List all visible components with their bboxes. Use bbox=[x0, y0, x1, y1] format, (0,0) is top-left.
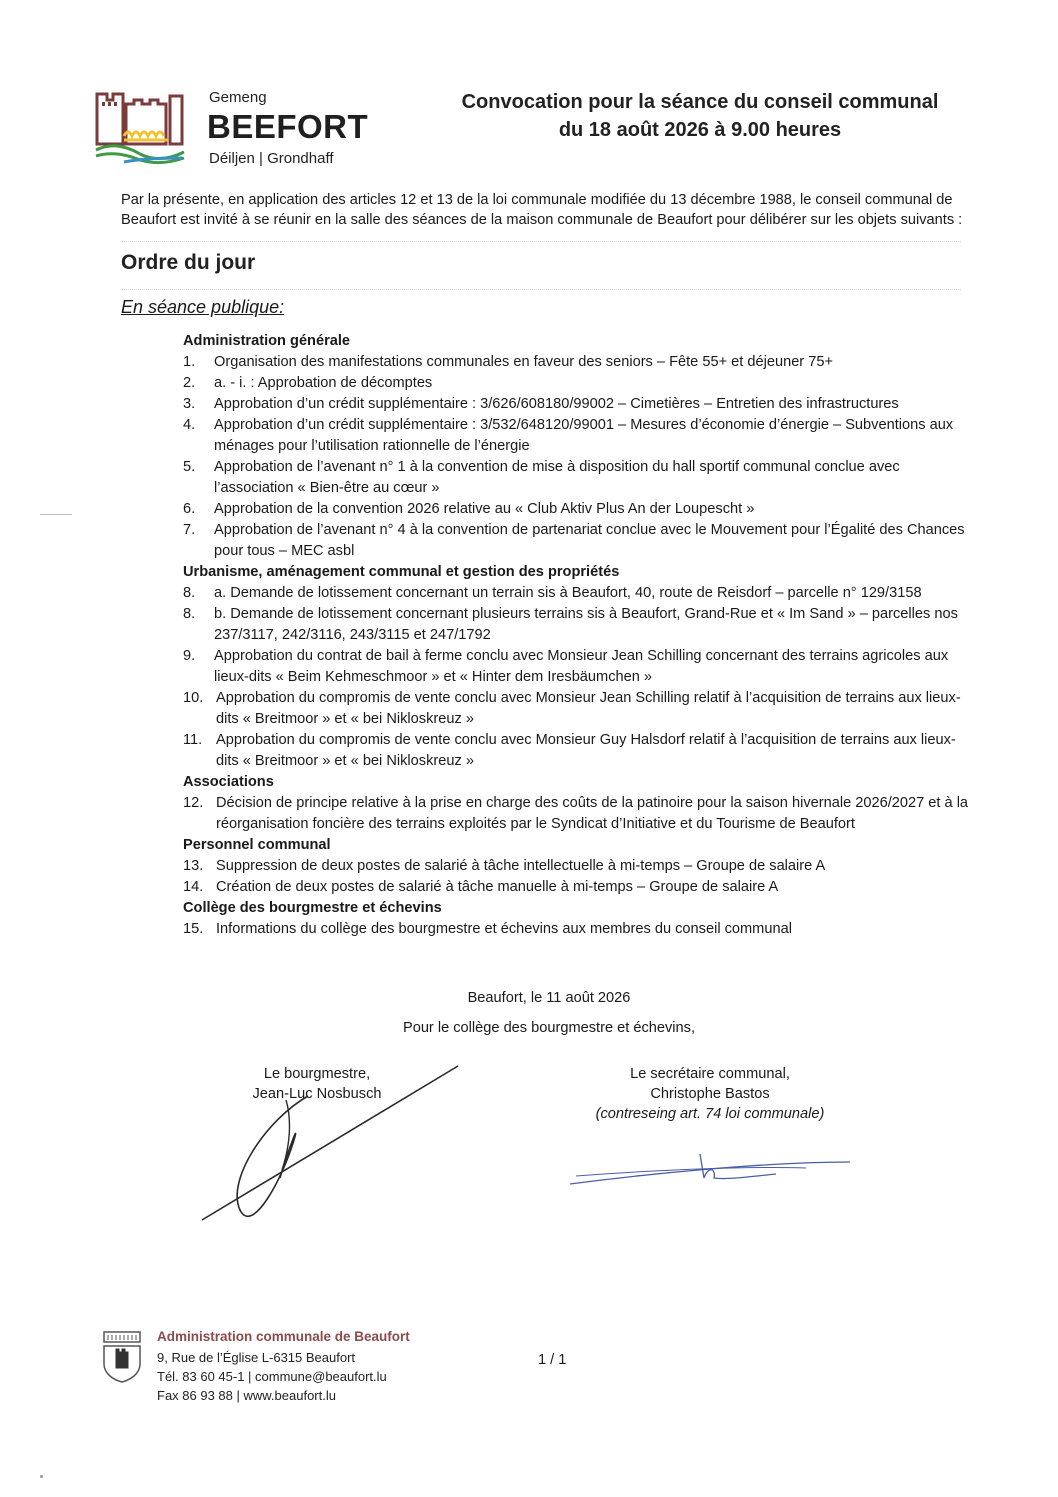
page-number: 1 / 1 bbox=[538, 1352, 567, 1368]
brand-gemeng: Gemeng bbox=[209, 89, 267, 106]
seance-publique-heading: En séance publique: bbox=[121, 297, 285, 317]
item-text: Approbation de la convention 2026 relative au « Club Aktiv Plus An der Loupescht » bbox=[214, 501, 755, 517]
scan-speck bbox=[40, 1475, 43, 1478]
agenda-item bbox=[183, 520, 973, 562]
item-text: b. Demande de lotissement concernant plusieurs terrains sis à Beaufort, Grand-Rue et « Im Sand » – parcelles nos 237/3117, 242/3116, 243/3115 et 247/1792 bbox=[214, 606, 958, 643]
agenda-item bbox=[183, 604, 973, 646]
item-number: 2. bbox=[183, 375, 196, 391]
agenda-item bbox=[183, 646, 973, 688]
item-text: a. - i. : Approbation de décomptes bbox=[214, 375, 433, 391]
commune-seal-icon bbox=[102, 1330, 142, 1384]
item-text: Approbation du compromis de vente conclu avec Monsieur Guy Halsdorf relatif à l’acquisition de terrains aux lieux-dits « Breitmoor » et « bei Nikloskreuz » bbox=[216, 732, 956, 769]
item-text: Approbation de l’avenant n° 1 à la convention de mise à disposition du hall sportif communal conclue avec l’association « Bien-être au cœur » bbox=[214, 459, 900, 496]
agenda-section bbox=[183, 331, 973, 562]
item-number: 4. bbox=[183, 417, 196, 433]
pour-line: Pour le collège des bourgmestre et échevins, bbox=[402, 1020, 696, 1036]
agenda-item bbox=[183, 499, 973, 520]
item-text: Organisation des manifestations communales en faveur des seniors – Fête 55+ et déjeuner 75+ bbox=[214, 354, 833, 370]
divider bbox=[121, 289, 961, 290]
agenda-item bbox=[183, 352, 973, 373]
item-number: 5. bbox=[183, 459, 196, 475]
agenda-item bbox=[183, 583, 973, 604]
item-number: 8. bbox=[183, 606, 196, 622]
agenda-item bbox=[183, 394, 973, 415]
footer-address: 9, Rue de l’Église L-6315 Beaufort bbox=[157, 1350, 356, 1365]
document-title bbox=[440, 88, 960, 144]
item-number: 15. bbox=[183, 921, 204, 937]
item-number: 1. bbox=[183, 354, 196, 370]
item-number: 8. bbox=[183, 585, 196, 601]
signatory-role: Le secrétaire communal, bbox=[630, 1066, 790, 1082]
section-heading: Collège des bourgmestre et échevins bbox=[183, 900, 442, 916]
brand-subtitle: Déiljen | Grondhaff bbox=[209, 150, 334, 167]
item-text: Décision de principe relative à la prise en charge des coûts de la patinoire pour la saison hivernale 2026/2027 et à la réorganisation foncière des terrains exploités par le Syndicat d’Initiative et du Tourisme de Beaufort bbox=[216, 795, 969, 832]
item-number: 9. bbox=[183, 648, 196, 664]
agenda-item bbox=[183, 373, 973, 394]
agenda-section bbox=[183, 562, 973, 772]
agenda-section bbox=[183, 898, 973, 940]
intro-paragraph: Par la présente, en application des articles 12 et 13 de la loi communale modifiée du 13 décembre 1988, le conseil communal de Beaufort est invité à se réunir en la salle des séances de la maison communale de Beaufort pour délibérer sur les objets suivants : bbox=[121, 192, 963, 228]
item-text: Approbation du contrat de bail à ferme conclu avec Monsieur Jean Schilling concernant des terrains agricoles aux lieux-dits « Beim Kehmeschmoor » et « Hinter dem Iresbäumchen » bbox=[214, 648, 949, 685]
divider bbox=[121, 241, 961, 242]
item-text: Suppression de deux postes de salarié à tâche intellectuelle à mi-temps – Groupe de salaire A bbox=[216, 858, 826, 874]
item-text: Approbation du compromis de vente conclu avec Monsieur Jean Schilling relatif à l’acquisition de terrains aux lieux-dits « Breitmoor » et « bei Nikloskreuz » bbox=[216, 690, 961, 727]
section-heading: Associations bbox=[183, 774, 274, 790]
item-text: Approbation d’un crédit supplémentaire : 3/626/608180/99002 – Cimetières – Entretien des infrastructures bbox=[214, 396, 899, 412]
agenda-item bbox=[183, 856, 973, 877]
handwritten-signature-right bbox=[566, 1150, 856, 1190]
section-heading: Administration générale bbox=[183, 333, 351, 349]
beefort-logo-icon bbox=[94, 90, 186, 166]
item-number: 6. bbox=[183, 501, 196, 517]
section-heading: Urbanisme, aménagement communal et gestion des propriétés bbox=[183, 564, 620, 580]
title-line-1: Convocation pour la séance du conseil communal bbox=[461, 91, 939, 113]
item-text: Approbation d’un crédit supplémentaire : 3/532/648120/99001 – Mesures d’économie d’énergie – Subventions aux ménages pour l’utilisation rationnelle de l’énergie bbox=[214, 417, 954, 454]
agenda-item bbox=[183, 688, 973, 730]
item-text: Création de deux postes de salarié à tâche manuelle à mi-temps – Groupe de salaire A bbox=[216, 879, 779, 895]
item-number: 3. bbox=[183, 396, 196, 412]
footer-fax-web: Fax 86 93 88 | www.beaufort.lu bbox=[157, 1388, 336, 1403]
margin-mark bbox=[40, 514, 72, 515]
signatory-note: (contreseing art. 74 loi communale) bbox=[595, 1106, 825, 1122]
item-text: Approbation de l’avenant n° 4 à la convention de partenariat conclue avec le Mouvement pour l’Égalité des Chances pour tous – MEC asbl bbox=[214, 522, 965, 559]
item-text: Informations du collège des bourgmestre et échevins aux membres du conseil communal bbox=[216, 921, 792, 937]
signatory-role: Le bourgmestre, bbox=[263, 1066, 371, 1082]
agenda-item bbox=[183, 919, 973, 940]
item-number: 12. bbox=[183, 795, 204, 811]
agenda bbox=[183, 331, 973, 940]
item-number: 11. bbox=[183, 732, 203, 748]
footer-contact: Tél. 83 60 45-1 | commune@beaufort.lu bbox=[157, 1369, 387, 1384]
agenda-item bbox=[183, 877, 973, 898]
agenda-section bbox=[183, 772, 973, 835]
item-number: 13. bbox=[183, 858, 204, 874]
item-number: 7. bbox=[183, 522, 196, 538]
footer-organisation: Administration communale de Beaufort bbox=[157, 1329, 410, 1344]
agenda-item bbox=[183, 793, 973, 835]
item-number: 10. bbox=[183, 690, 204, 706]
agenda-item bbox=[183, 730, 973, 772]
date-line: Beaufort, le 11 août 2026 bbox=[467, 990, 631, 1006]
signatory-name: Christophe Bastos bbox=[650, 1086, 770, 1102]
title-line-2: du 18 août 2026 à 9.00 heures bbox=[558, 119, 842, 141]
section-heading: Personnel communal bbox=[183, 837, 331, 853]
item-text: a. Demande de lotissement concernant un terrain sis à Beaufort, 40, route de Reisdorf – parcelle n° 129/3158 bbox=[214, 585, 922, 601]
brand-name: BEEFORT bbox=[207, 108, 369, 145]
handwritten-signature-left bbox=[196, 1060, 466, 1230]
agenda-section bbox=[183, 835, 973, 898]
agenda-item bbox=[183, 457, 973, 499]
ordre-du-jour-heading: Ordre du jour bbox=[121, 251, 256, 274]
agenda-item bbox=[183, 415, 973, 457]
signatory-secretaire bbox=[580, 1064, 840, 1124]
item-number: 14. bbox=[183, 879, 204, 895]
signatory-name: Jean-Luc Nosbusch bbox=[252, 1086, 382, 1102]
